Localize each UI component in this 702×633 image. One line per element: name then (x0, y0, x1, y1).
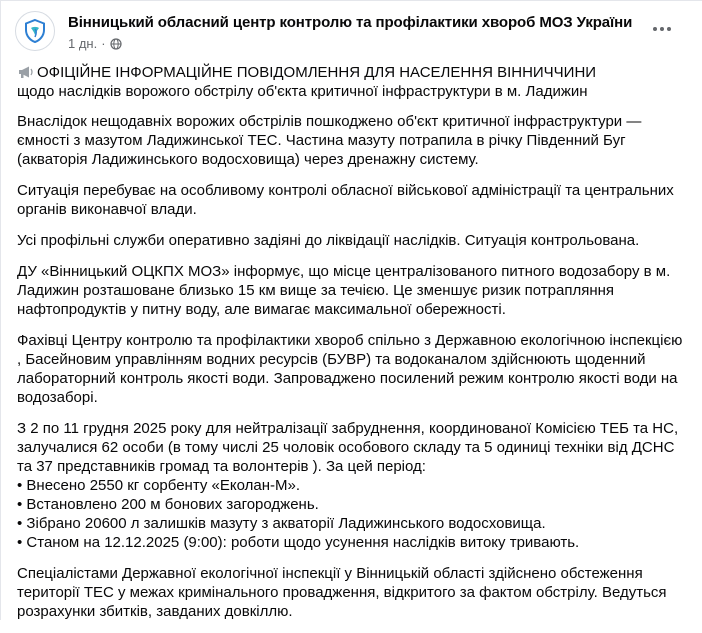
list-item: • Внесено 2550 кг сорбенту «Еколан-М». (17, 476, 688, 495)
list-item: • Встановлено 200 м бонових загороджень. (17, 495, 688, 514)
post-timestamp[interactable]: 1 дн. (68, 36, 98, 51)
post-body (17, 63, 688, 633)
list-item: • Зібрано 20600 л залишків мазуту з акваторії Ладижинського водосховища. (17, 514, 688, 533)
results-list (17, 476, 688, 552)
post-title-line2: щодо наслідків ворожого обстрілу об'єкта критичної інфраструктури в м. Ладижин (17, 83, 588, 100)
post-meta (68, 36, 122, 51)
shield-logo-icon (22, 18, 48, 44)
more-options-button[interactable] (648, 15, 676, 43)
post-header (1, 1, 702, 61)
paragraph-closing: Спеціалістами Державної екологічної інспекції у Вінницькій області здійснено обстеження території ТЕС у межах кримінального провадження, відкритого за фактом обстрілу. Ведуться розрахунки збитків, завданих довкіллю. (17, 565, 667, 620)
meta-separator: · (101, 36, 106, 51)
post-title-line1: ОФІЦІЙНЕ ІНФОРМАЦІЙНЕ ПОВІДОМЛЕННЯ ДЛЯ НАСЕЛЕННЯ ВІННИЧЧИНИ (37, 64, 597, 81)
paragraph-period (17, 419, 688, 476)
paragraph-water-intake: ДУ «Вінницький ОЦКПХ МОЗ» інформує, що місце централізованого питного водозабору в м. Ладижин розташоване близько 15 км вище за течією. Це зменшує ризик потрапляння нафтопродуктів у питну воду, але вимагає максимальної обережності. (17, 263, 671, 318)
page-avatar[interactable] (15, 11, 55, 51)
globe-icon[interactable] (110, 38, 122, 50)
post-title (17, 63, 688, 101)
more-options-icon (652, 26, 672, 32)
megaphone-icon (17, 65, 35, 79)
paragraph-lab-control: Фахівці Центру контролю та профілактики хвороб спільно з Державною екологічною інспекцією , Басейновим управлінням водних ресурсів (БУВР) та водоканалом здійснюють щоденний лабораторний контроль якості води. Запроваджено посилений режим контролю якості води на водозаборі. (17, 332, 683, 406)
period-intro: З 2 по 11 грудня 2025 року для нейтралізації забруднення, координованої Комісією ТЕБ та НС, залучалися 62 особи (в тому числі 25 чоловік особового складу та 5 одиниці техніки від ДСНС та 37 представників громад та волонтерів ). За цей період: (17, 420, 679, 475)
paragraph-services: Усі профільні служби оперативно задіяні до ліквідації наслідків. Ситуація контрольована. (17, 232, 640, 249)
paragraph-control: Ситуація перебуває на особливому контролі обласної військової адміністрації та центральних органів виконавчої влади. (17, 182, 674, 218)
page-name-link[interactable]: Вінницький обласний центр контролю та профілактики хвороб МОЗ України (68, 14, 633, 31)
list-item: • Станом на 12.12.2025 (9:00): роботи щодо усунення наслідків витоку тривають. (17, 533, 688, 552)
paragraph-damage: Внаслідок нещодавніх ворожих обстрілів пошкоджено об'єкт критичної інфраструктури — ємності з мазутом Ладижинської ТЕС. Частина мазуту потрапила в річку Південний Буг (акваторія Ладижинського водосховища) через дренажну систему. (17, 113, 642, 168)
